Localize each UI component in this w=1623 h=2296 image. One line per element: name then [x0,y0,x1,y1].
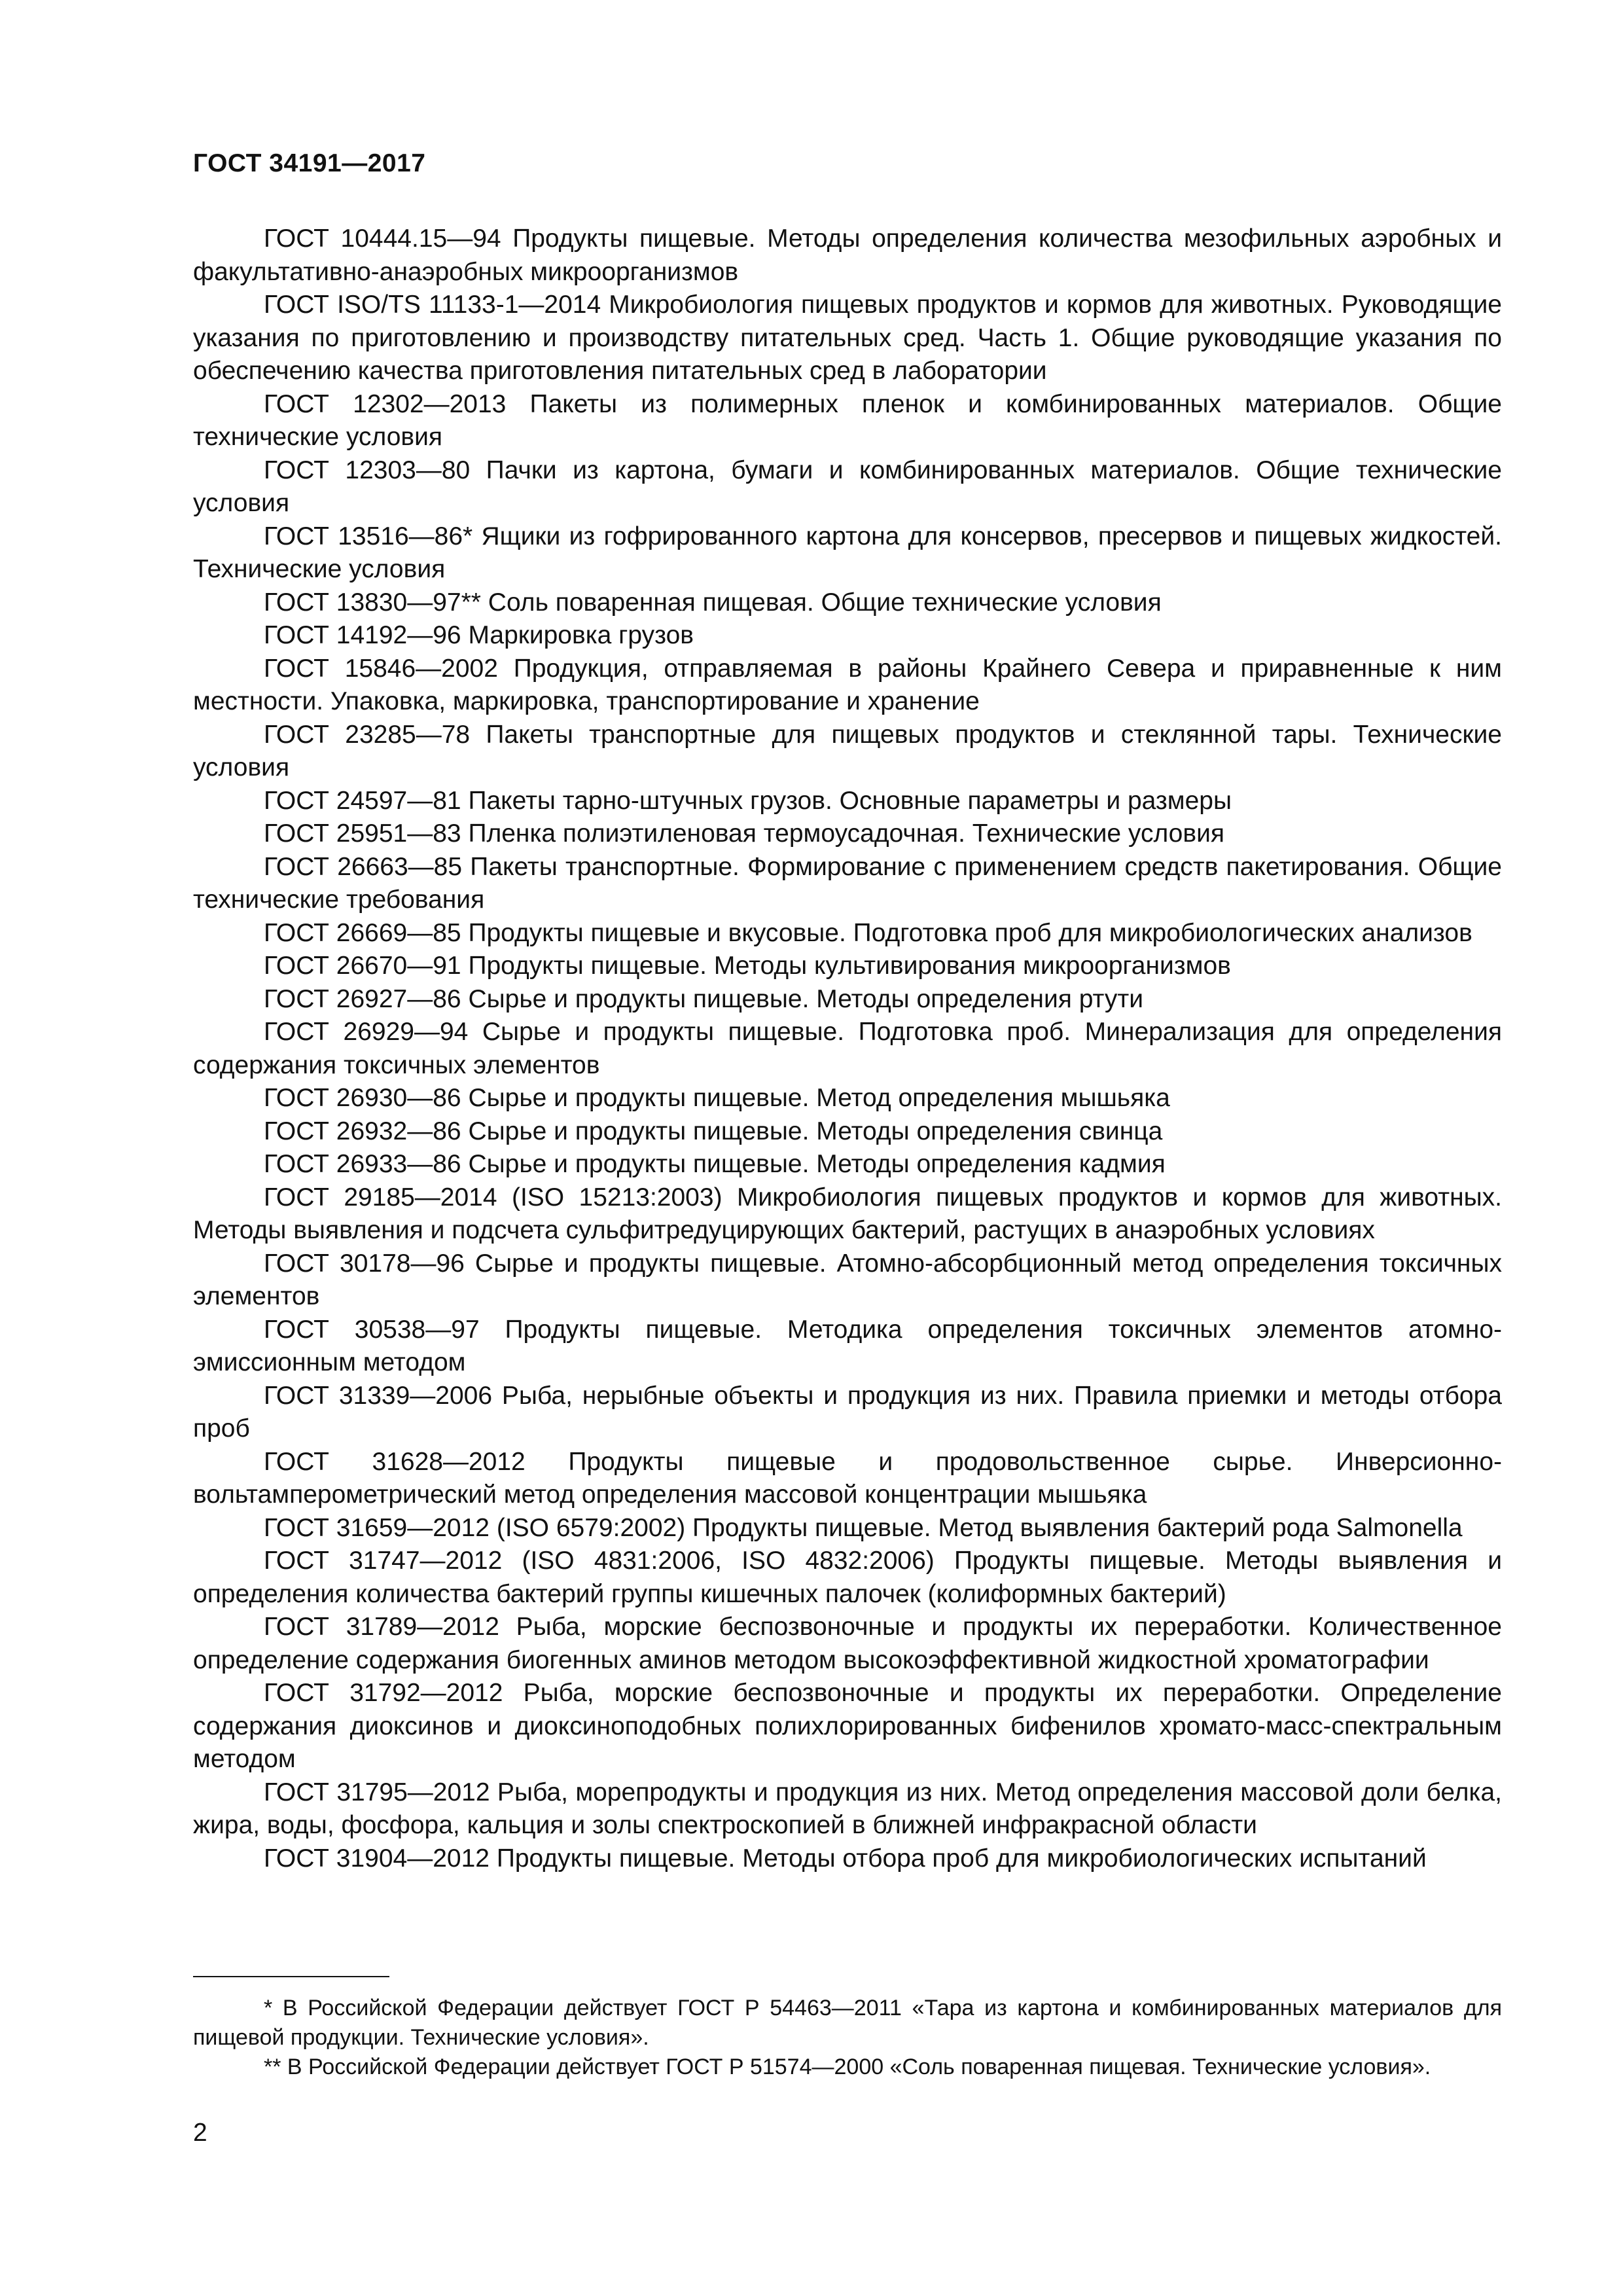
reference-item: ГОСТ 23285—78 Пакеты транспортные для пищевых продуктов и стеклянной тары. Технические условия [193,720,1502,781]
reference-item: ГОСТ 12302—2013 Пакеты из полимерных пленок и комбинированных материалов. Общие технические условия [193,389,1502,451]
reference-item: ГОСТ 31904—2012 Продукты пищевые. Методы отбора проб для микробиологических испытаний [264,1844,1427,1873]
reference-item: ГОСТ 26669—85 Продукты пищевые и вкусовые. Подготовка проб для микробиологических анализов [264,918,1472,947]
reference-item: ГОСТ 29185—2014 (ISO 15213:2003) Микробиология пищевых продуктов и кормов для животных. Методы выявления и подсчета сульфитредуцирующих бактерий, растущих в анаэробных условиях [193,1183,1502,1244]
reference-item: ГОСТ 30538—97 Продукты пищевые. Методика определения токсичных элементов атомно-эмиссионным методом [193,1315,1502,1376]
footnote-item: ** В Российской Федерации действует ГОСТ Р 51574—2000 «Соль поваренная пищевая. Технические условия». [264,2054,1431,2079]
footnotes [193,1994,1502,2082]
reference-item: ГОСТ 31659—2012 (ISO 6579:2002) Продукты пищевые. Метод выявления бактерий рода Salmonella [264,1513,1463,1542]
reference-item: ГОСТ 26933—86 Сырье и продукты пищевые. Методы определения кадмия [264,1150,1166,1178]
reference-item: ГОСТ 13516—86* Ящики из гофрированного картона для консервов, пресервов и пищевых жидкостей. Технические условия [193,522,1502,583]
reference-item: ГОСТ 26927—86 Сырье и продукты пищевые. Методы определения ртути [264,984,1143,1013]
reference-item: ГОСТ 14192—96 Маркировка грузов [264,621,694,649]
reference-item: ГОСТ 31628—2012 Продукты пищевые и продовольственное сырье. Инверсионно-вольтамперометрический метод определения массовой концентрации мышьяка [193,1447,1502,1509]
reference-item: ГОСТ 12303—80 Пачки из картона, бумаги и комбинированных материалов. Общие технические условия [193,456,1502,517]
document-header: ГОСТ 34191—2017 [193,149,426,177]
reference-item: ГОСТ 31792—2012 Рыба, морские беспозвоночные и продукты их переработки. Определение содержания диоксинов и диоксиноподобных полихлорированных бифенилов хромато-масс-спектральным методом [193,1679,1502,1773]
reference-item: ГОСТ 26670—91 Продукты пищевые. Методы культивирования микроорганизмов [264,952,1231,980]
reference-item: ГОСТ 26663—85 Пакеты транспортные. Формирование с применением средств пакетирования. Общие технические требования [193,852,1502,914]
footnote-divider [193,1976,389,1977]
reference-item: ГОСТ 31747—2012 (ISO 4831:2006, ISO 4832:2006) Продукты пищевые. Методы выявления и определения количества бактерий группы кишечных палочек (колиформных бактерий) [193,1547,1502,1608]
reference-item: ГОСТ 15846—2002 Продукция, отправляемая в районы Крайнего Севера и приравненные к ним местности. Упаковка, маркировка, транспортирование и хранение [193,654,1502,715]
reference-item: ГОСТ 26932—86 Сырье и продукты пищевые. Методы определения свинца [264,1117,1163,1145]
reference-item: ГОСТ 26930—86 Сырье и продукты пищевые. Метод определения мышьяка [264,1084,1170,1112]
reference-item: ГОСТ 31795—2012 Рыба, морепродукты и продукция из них. Метод определения массовой доли белка, жира, воды, фосфора, кальция и золы спектроскопией в ближней инфракрасной области [193,1778,1502,1839]
reference-item: ГОСТ 24597—81 Пакеты тарно-штучных грузов. Основные параметры и размеры [264,786,1232,815]
footnote-item: * В Российской Федерации действует ГОСТ Р 54463—2011 «Тара из картона и комбинированных материалов для пищевой продукции. Технические условия». [193,1996,1502,2050]
reference-item: ГОСТ 31789—2012 Рыба, морские беспозвоночные и продукты их переработки. Количественное определение содержания биогенных аминов методом высокоэффективной жидкостной хроматографии [193,1613,1502,1674]
reference-item: ГОСТ 26929—94 Сырье и продукты пищевые. Подготовка проб. Минерализация для определения содержания токсичных элементов [193,1018,1502,1079]
reference-item: ГОСТ 31339—2006 Рыба, нерыбные объекты и продукция из них. Правила приемки и методы отбора проб [193,1381,1502,1443]
page-number: 2 [193,2119,207,2147]
reference-item: ГОСТ 13830—97** Соль поваренная пищевая. Общие технические условия [264,588,1162,617]
normative-references-list [193,223,1502,1875]
reference-item: ГОСТ 30178—96 Сырье и продукты пищевые. Атомно-абсорбционный метод определения токсичных элементов [193,1249,1502,1310]
reference-item: ГОСТ 10444.15—94 Продукты пищевые. Методы определения количества мезофильных аэробных и факультативно-анаэробных микроорганизмов [193,224,1502,286]
reference-item: ГОСТ ISO/TS 11133-1—2014 Микробиология пищевых продуктов и кормов для животных. Руководящие указания по приготовлению и производству питательных сред. Часть 1. Общие руководящие указания по обеспечению качества приготовления питательных сред в лаборатории [193,291,1502,385]
reference-item: ГОСТ 25951—83 Пленка полиэтиленовая термоусадочная. Технические условия [264,819,1224,848]
